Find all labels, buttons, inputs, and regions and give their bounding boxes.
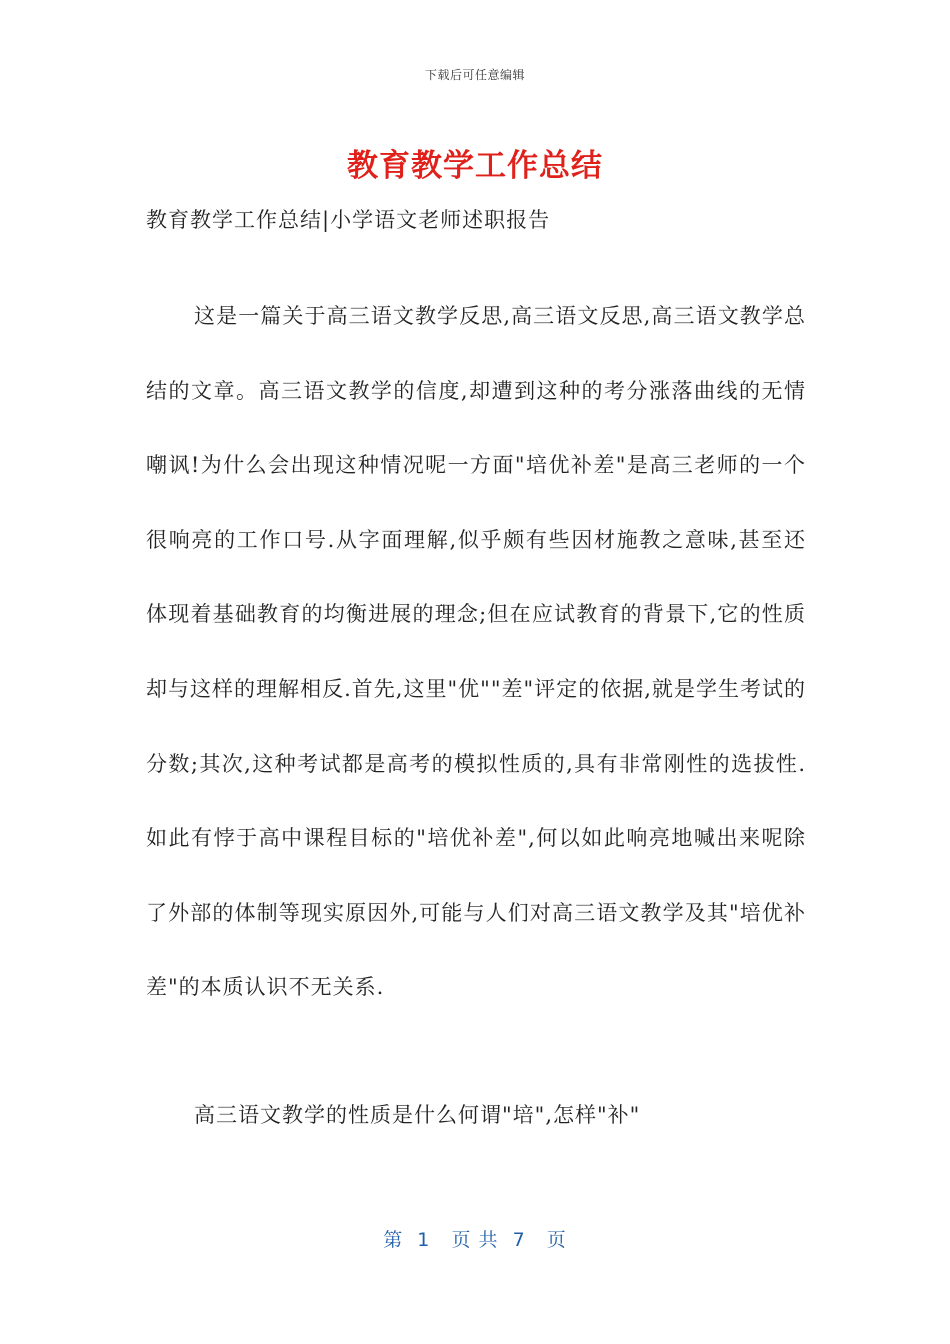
body-paragraph: 这是一篇关于高三语文教学反思,高三语文反思,高三语文教学总结的文章。高三语文教学的信度,却遭到这种的考分涨落曲线的无情嘲讽!为什么会出现这种情况呢一方面"培优补差"是高三老师的一个很响亮的工作口号.从字面理解,似乎颇有些因材施教之意味,甚至还体现着基础教育的均衡进展的理念;但在应试教育的背景下,它的性质却与这样的理解相反.首先,这里"优""差"评定的依据,就是学生考试的分数;其次,这种考试都是高考的模拟性质的,具有非常刚性的选拔性.如此有悖于高中课程目标的"培优补差",何以如此响亮地喊出来呢除了外部的体制等现实原因外,可能与人们对高三语文教学及其"培优补差"的本质认识不无关系. xyxy=(146,304,806,1000)
document-title: 教育教学工作总结 xyxy=(347,148,603,184)
document-subtitle: 教育教学工作总结|小学语文老师述职报告 xyxy=(146,208,551,232)
page-number-footer: 第 1 页 共 7 页 xyxy=(383,1229,567,1251)
body-paragraph: 高三语文教学的性质是什么何谓"培",怎样"补" xyxy=(194,1103,641,1127)
header-note: 下载后可任意编辑 xyxy=(424,68,525,82)
